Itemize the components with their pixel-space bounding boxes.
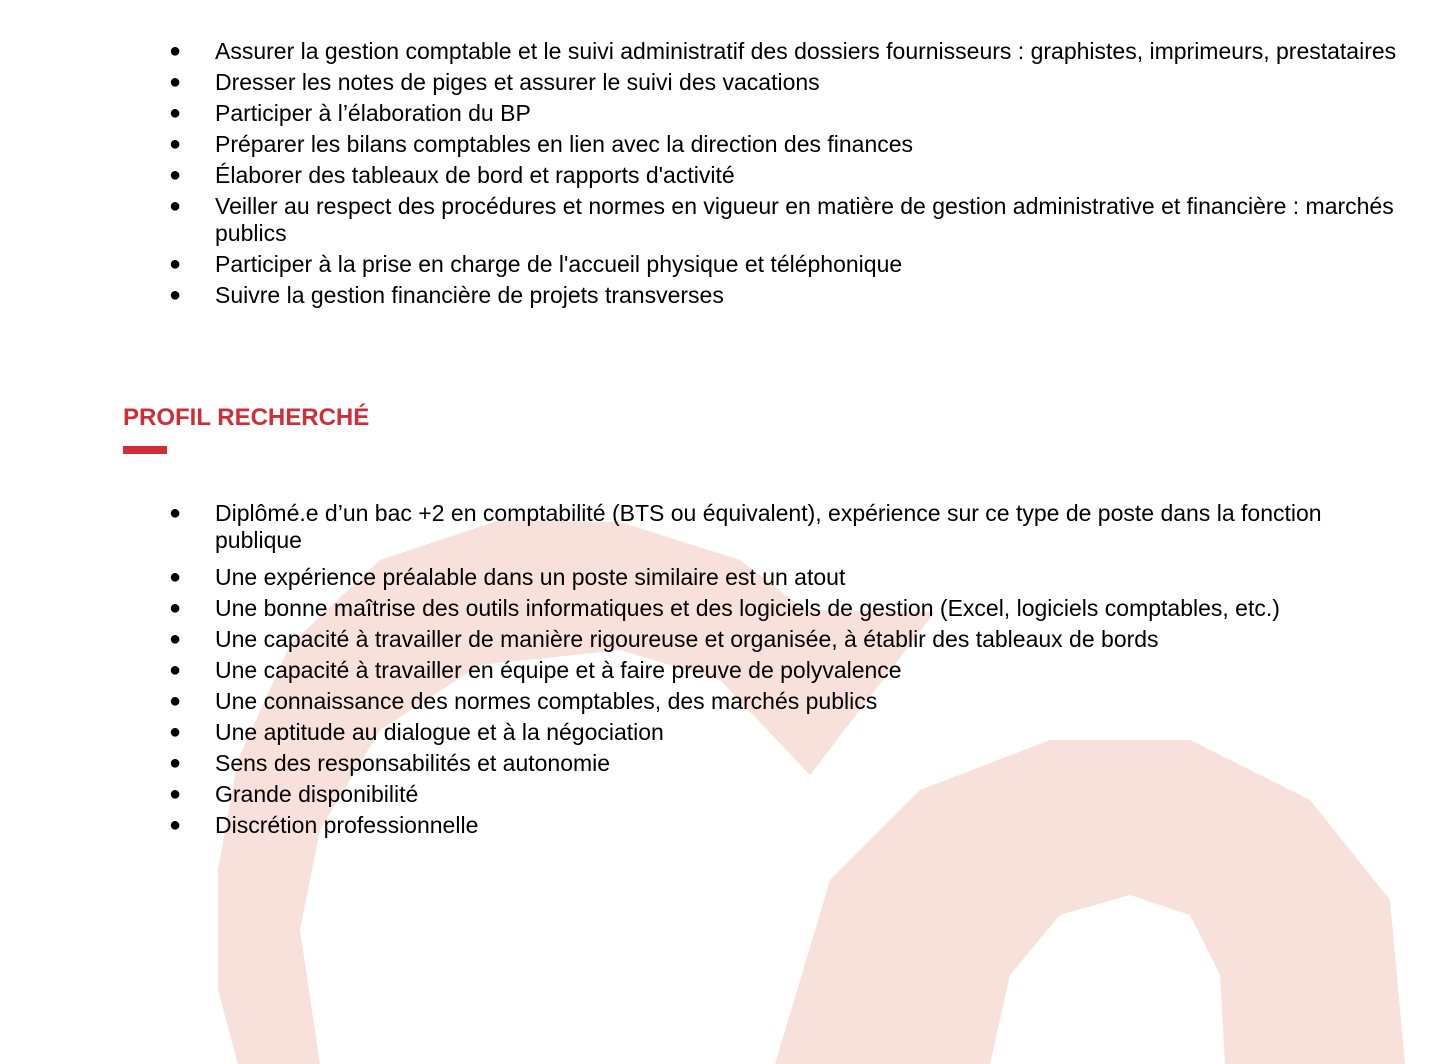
list-item [0,781,1446,808]
bullet-icon: ● [169,71,182,93]
list-item-text: Dresser les notes de piges et assurer le suivi des vacations [215,69,820,95]
list-item-text: Grande disponibilité [215,781,419,807]
list-item [0,131,1446,158]
list-item [0,564,1446,591]
list-item [0,500,1446,554]
list-item-text: Participer à la prise en charge de l'accueil physique et téléphonique [215,251,903,277]
bullet-icon: ● [169,566,182,588]
bullet-icon: ● [169,102,182,124]
list-item [0,251,1446,278]
list-item-text: Élaborer des tableaux de bord et rapports d'activité [215,162,735,188]
list-item-text: Une capacité à travailler en équipe et à faire preuve de polyvalence [215,657,902,683]
bullet-icon: ● [169,628,182,650]
list-item-text: Diplômé.e d’un bac +2 en comptabilité (BTS ou équivalent), expérience sur ce type de poste dans la fonction publique [215,500,1322,553]
bullet-icon: ● [169,721,182,743]
list-item [0,38,1446,65]
list-item [0,282,1446,309]
list-item-text: Veiller au respect des procédures et normes en vigueur en matière de gestion administrative et financière : marchés publics [215,193,1394,246]
bullet-icon: ● [169,690,182,712]
list-item [0,750,1446,777]
list-item-text: Une expérience préalable dans un poste similaire est un atout [215,564,846,590]
section-title-underline [123,446,167,454]
list-item [0,162,1446,189]
list-item [0,657,1446,684]
bullet-icon: ● [169,284,182,306]
list-item-text: Une capacité à travailler de manière rigoureuse et organisée, à établir des tableaux de bords [215,626,1159,652]
list-item-text: Une connaissance des normes comptables, des marchés publics [215,688,878,714]
bullet-icon: ● [169,814,182,836]
bullet-icon: ● [169,659,182,681]
tasks-list [0,38,1446,313]
bullet-icon: ● [169,195,182,217]
list-item [0,193,1446,247]
list-item [0,69,1446,96]
section-title: PROFIL RECHERCHÉ [123,404,370,431]
list-item [0,626,1446,653]
list-item-text: Discrétion professionnelle [215,812,479,838]
bullet-icon: ● [169,133,182,155]
bullet-icon: ● [169,597,182,619]
bullet-icon: ● [169,752,182,774]
list-item [0,100,1446,127]
list-item-text: Assurer la gestion comptable et le suivi administratif des dossiers fournisseurs : graphistes, imprimeurs, prestataires [215,38,1397,64]
bullet-icon: ● [169,783,182,805]
list-item-text: Suivre la gestion financière de projets transverses [215,282,724,308]
bullet-icon: ● [169,164,182,186]
profile-list [0,500,1446,843]
list-item-text: Une aptitude au dialogue et à la négociation [215,719,664,745]
list-item [0,688,1446,715]
list-item-text: Sens des responsabilités et autonomie [215,750,611,776]
list-item-text: Une bonne maîtrise des outils informatiques et des logiciels de gestion (Excel, logiciels comptables, etc.) [215,595,1280,621]
bullet-icon: ● [169,40,182,62]
list-item [0,595,1446,622]
list-item [0,719,1446,746]
list-item [0,812,1446,839]
list-item-text: Préparer les bilans comptables en lien avec la direction des finances [215,131,914,157]
bullet-icon: ● [169,502,182,524]
bullet-icon: ● [169,253,182,275]
list-item-text: Participer à l’élaboration du BP [215,100,531,126]
